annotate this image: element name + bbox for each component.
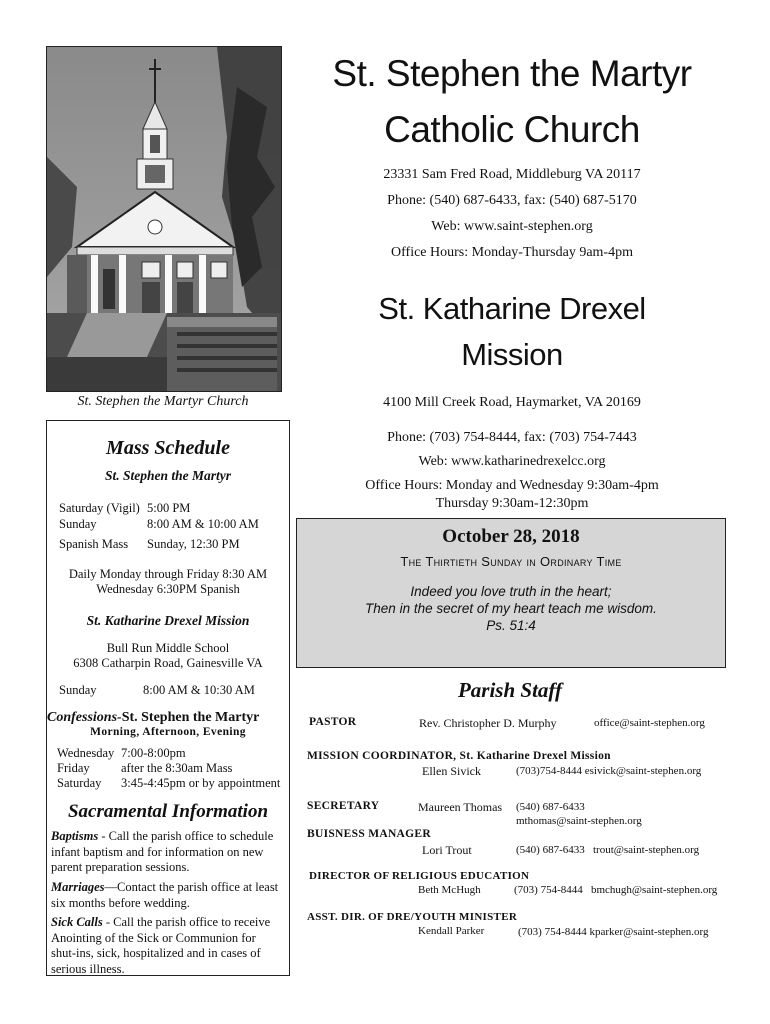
sick-calls-text: - Call the parish office to receive Anointing of the Sick or Communion for shut-ins, sick, hospitalized and in cases of serious illness. <box>51 915 271 976</box>
mission-title-line2: Mission <box>461 337 563 372</box>
mission-address: 4100 Mill Creek Road, Haymarket, VA 20169 <box>383 395 641 410</box>
church-hours: Office Hours: Monday-Thursday 9am-4pm <box>391 245 633 260</box>
liturgical-sunday: The Thirtieth Sunday in Ordinary Time <box>400 554 622 569</box>
conf-fri-label: Friday <box>57 761 90 775</box>
business-manager-contact: (540) 687-6433 trout@saint-stephen.org <box>516 844 700 856</box>
verse-reference: Ps. 51:4 <box>486 618 536 633</box>
secretary-phone: (540) 687-6433 <box>516 801 585 813</box>
mission-phone: Phone: (703) 754-8444, fax: (703) 754-7443 <box>387 430 637 445</box>
asst-dre-contact: (703) 754-8444 kparker@saint-stephen.org <box>518 926 709 938</box>
school-name: Bull Run Middle School <box>106 641 230 655</box>
spanish-mass-time: Sunday, 12:30 PM <box>147 537 240 551</box>
marriages-text: —Contact the parish office at least six months before wedding. <box>51 880 279 910</box>
sat-vigil-time: 5:00 PM <box>147 501 191 515</box>
sick-calls-label: Sick Calls <box>51 915 103 929</box>
date-box <box>296 518 726 668</box>
mass-schedule-box <box>46 420 290 976</box>
confessions-place: St. Stephen the Martyr <box>121 710 260 725</box>
pastor-name: Rev. Christopher D. Murphy <box>419 716 557 730</box>
asst-dre-name: Kendall Parker <box>418 925 485 937</box>
church-photo <box>46 46 282 392</box>
sat-vigil-label: Saturday (Vigil) <box>59 501 140 515</box>
parish-staff-heading: Parish Staff <box>457 678 563 702</box>
baptisms-info <box>51 829 283 876</box>
conf-sat-label: Saturday <box>57 776 102 790</box>
sacramental-heading: Sacramental Information <box>67 801 269 822</box>
secretary-role: SECRETARY <box>307 800 380 812</box>
dre-role: DIRECTOR OF RELIGIOUS EDUCATION <box>309 870 530 882</box>
marriages-info <box>51 880 283 911</box>
confessions-sub: Morning, Afternoon, Evening <box>90 726 246 738</box>
church-title-line2: Catholic Church <box>384 109 640 150</box>
church-address: 23331 Sam Fred Road, Middleburg VA 20117 <box>383 167 641 182</box>
business-manager-name: Lori Trout <box>422 843 472 857</box>
mission-coordinator-contact: (703)754-8444 esivick@saint-stephen.org <box>516 765 702 777</box>
dre-contact: (703) 754-8444 bmchugh@saint-stephen.org <box>514 884 718 896</box>
conf-wed-label: Wednesday <box>57 746 115 760</box>
mission-web: Web: www.katharinedrexelcc.org <box>418 454 606 469</box>
church-illustration <box>47 47 281 391</box>
sunday-time: 8:00 AM & 10:00 AM <box>147 517 259 531</box>
bulletin-date: October 28, 2018 <box>442 526 580 547</box>
conf-sat-time: 3:45-4:45pm or by appointment <box>121 776 281 790</box>
sick-calls-info <box>51 915 283 977</box>
pastor-email: office@saint-stephen.org <box>594 717 705 729</box>
skd-sunday-time: 8:00 AM & 10:30 AM <box>143 683 255 697</box>
photo-caption: St. Stephen the Martyr Church <box>77 394 249 409</box>
ss-mass-heading: St. Stephen the Martyr <box>104 468 232 483</box>
business-manager-role: BUISNESS MANAGER <box>307 828 431 840</box>
church-header <box>292 46 732 266</box>
skd-sunday-label: Sunday <box>59 683 97 697</box>
baptisms-label: Baptisms <box>51 829 99 843</box>
pastor-role: PASTOR <box>309 716 357 728</box>
spanish-mass-label: Spanish Mass <box>59 537 129 551</box>
mass-schedule-heading: Mass Schedule <box>106 437 230 459</box>
marriages-label: Marriages <box>51 880 105 894</box>
mission-coordinator-name: Ellen Sivick <box>422 764 481 778</box>
school-address: 6308 Catharpin Road, Gainesville VA <box>73 656 263 670</box>
mission-header <box>292 286 732 378</box>
conf-wed-time: 7:00-8:00pm <box>121 746 186 760</box>
verse-line2: Then in the secret of my heart teach me wisdom. <box>365 601 657 616</box>
baptisms-text: - Call the parish office to schedule infant baptism and for information on new parent preparation sessions. <box>51 829 274 874</box>
dre-name: Beth McHugh <box>418 884 481 896</box>
confessions-heading <box>47 708 289 726</box>
skd-mass-heading: St. Katharine Drexel Mission <box>86 613 250 628</box>
asst-dre-role: ASST. DIR. OF DRE/YOUTH MINISTER <box>307 911 518 923</box>
daily-mass-line1: Daily Monday through Friday 8:30 AM <box>68 567 268 581</box>
daily-mass-line2: Wednesday 6:30PM Spanish <box>96 582 240 596</box>
mission-coordinator-role: MISSION COORDINATOR, St. Katharine Drexel Mission <box>307 750 611 762</box>
church-phone: Phone: (540) 687-6433, fax: (540) 687-5170 <box>387 193 637 208</box>
sunday-label: Sunday <box>59 517 97 531</box>
mission-hours1: Office Hours: Monday and Wednesday 9:30am-4pm <box>365 478 659 493</box>
secretary-email: mthomas@saint-stephen.org <box>516 815 642 827</box>
church-title-line1: St. Stephen the Martyr <box>332 53 692 94</box>
church-web: Web: www.saint-stephen.org <box>431 219 593 234</box>
confessions-label: Confessions- <box>47 710 122 725</box>
secretary-name: Maureen Thomas <box>418 800 503 814</box>
mission-contact <box>292 426 732 516</box>
mission-title-line1: St. Katharine Drexel <box>378 291 646 326</box>
mission-hours2: Thursday 9:30am-12:30pm <box>435 496 589 511</box>
verse-line1: Indeed you love truth in the heart; <box>410 584 612 599</box>
conf-fri-time: after the 8:30am Mass <box>121 761 233 775</box>
